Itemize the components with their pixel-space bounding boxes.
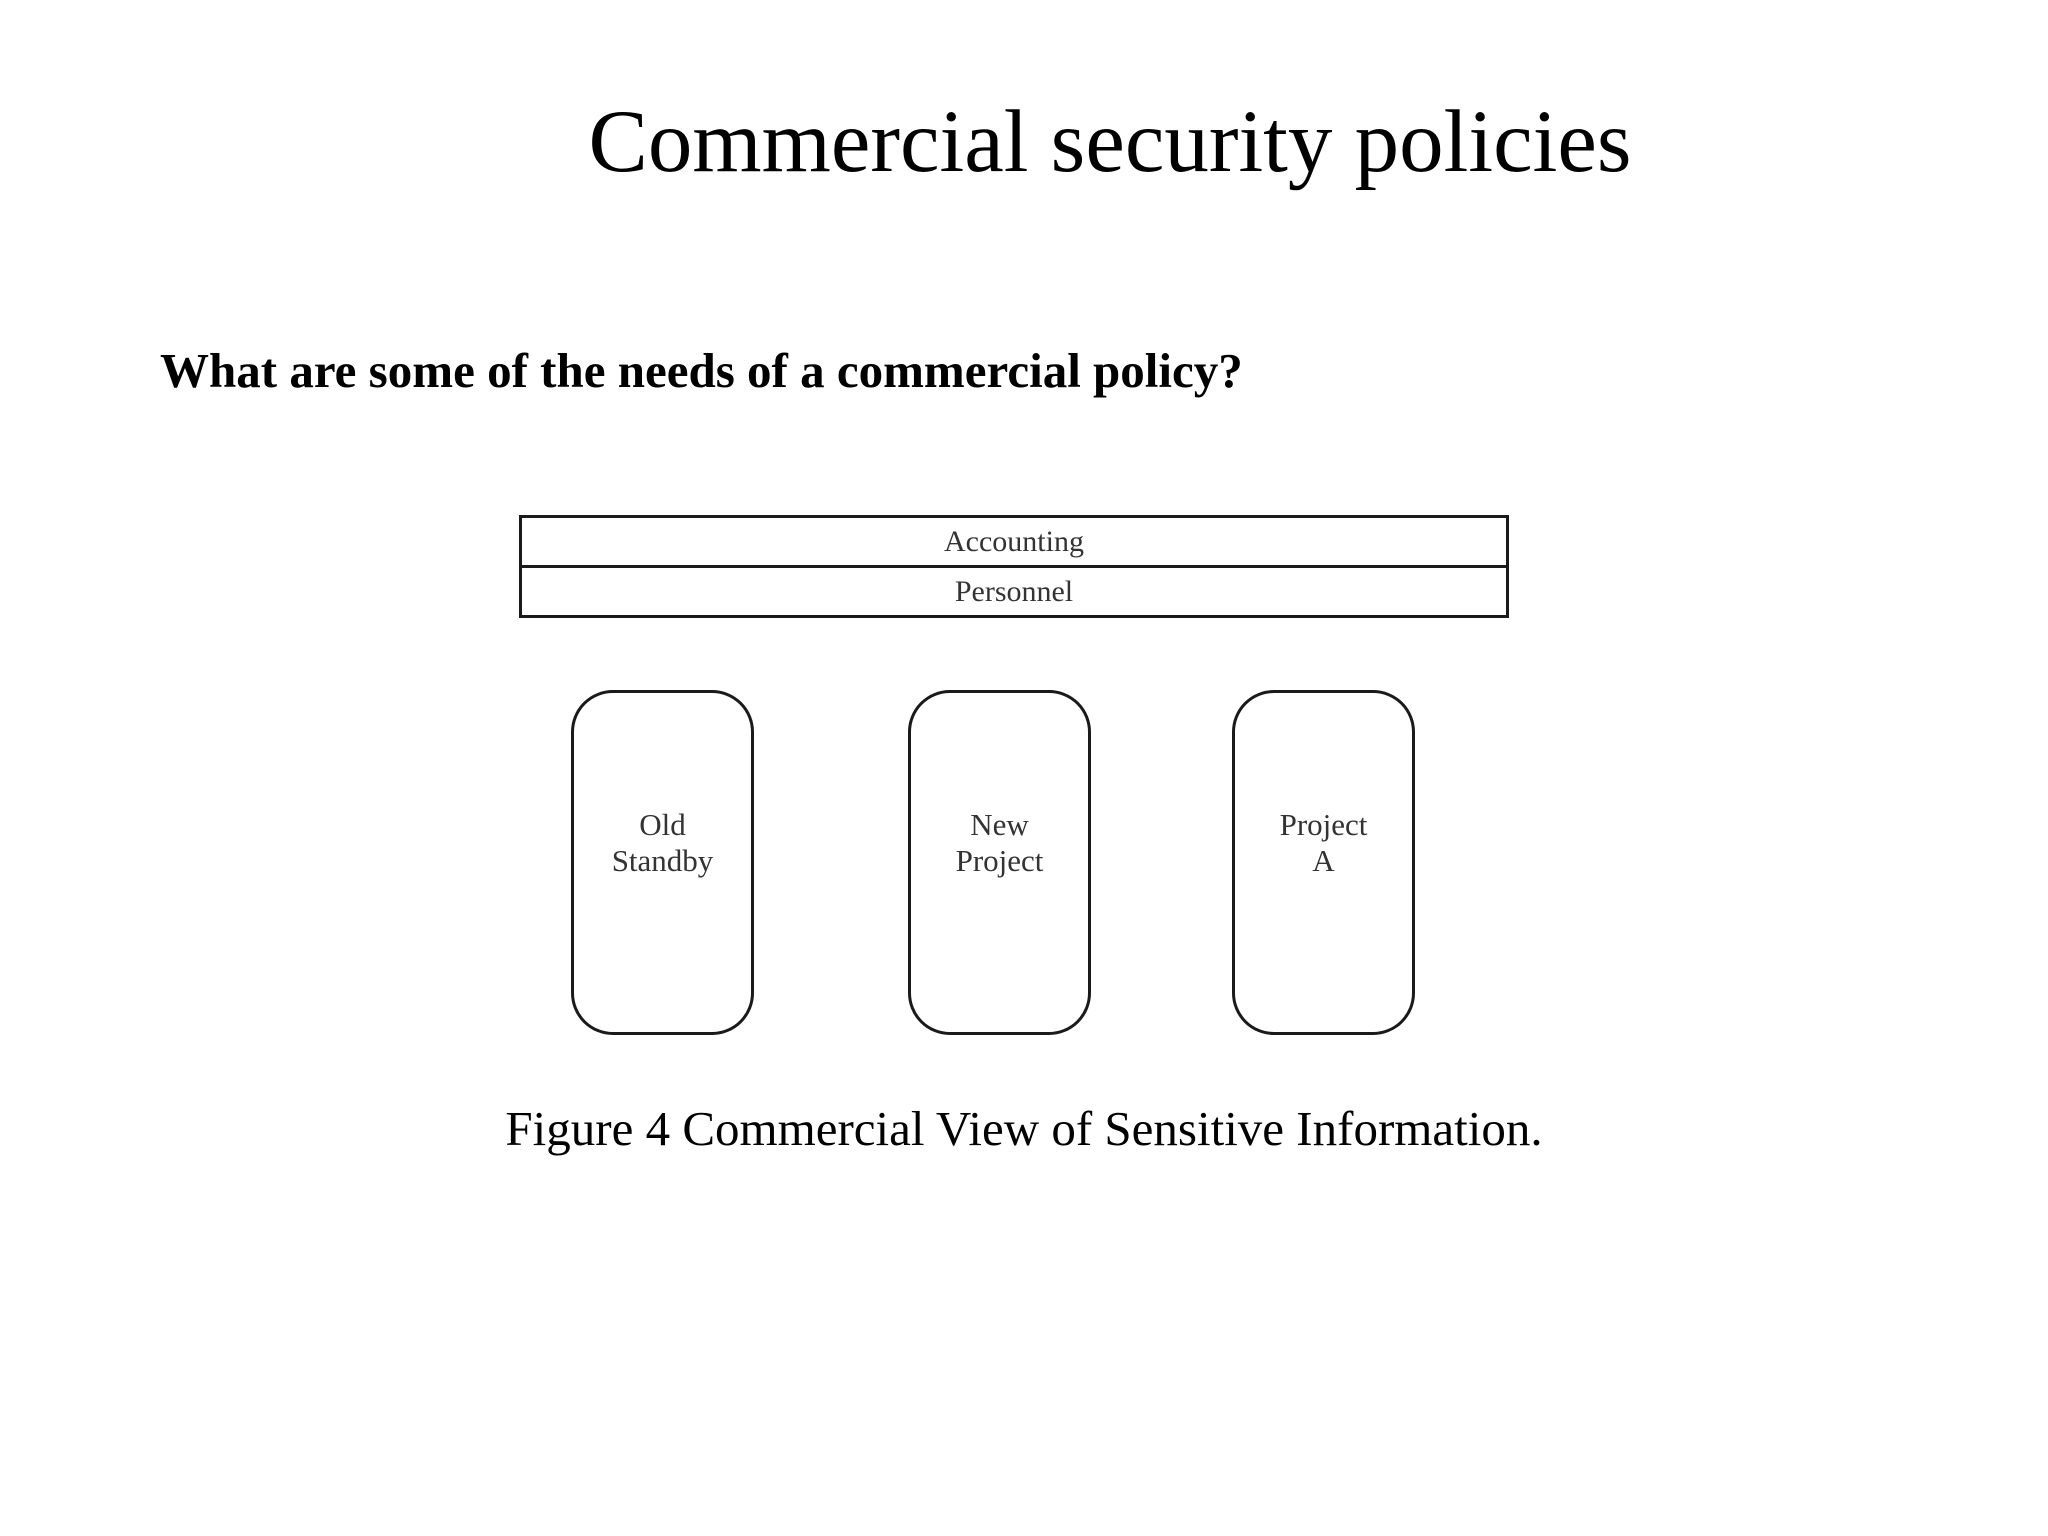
project-box-new-project (908, 690, 1091, 1035)
question-text: What are some of the needs of a commercial policy? (160, 343, 1243, 398)
project-label-line1: New (970, 806, 1029, 842)
project-box-old-standby (571, 690, 754, 1035)
project-label-line2: Standby (611, 842, 714, 878)
project-label-line2: Project (955, 842, 1044, 878)
project-label-line2: A (1312, 842, 1335, 878)
layer-accounting: Accounting (519, 515, 1509, 568)
project-box-project-a (1232, 690, 1415, 1035)
project-label-line1: Old (639, 806, 686, 842)
slide-title: Commercial security policies (588, 93, 1632, 191)
project-label-line1: Project (1279, 806, 1368, 842)
figure-caption: Figure 4 Commercial View of Sensitive Information. (505, 1101, 1543, 1156)
figure-diagram (515, 515, 1525, 1035)
layer-personnel: Personnel (519, 565, 1509, 618)
